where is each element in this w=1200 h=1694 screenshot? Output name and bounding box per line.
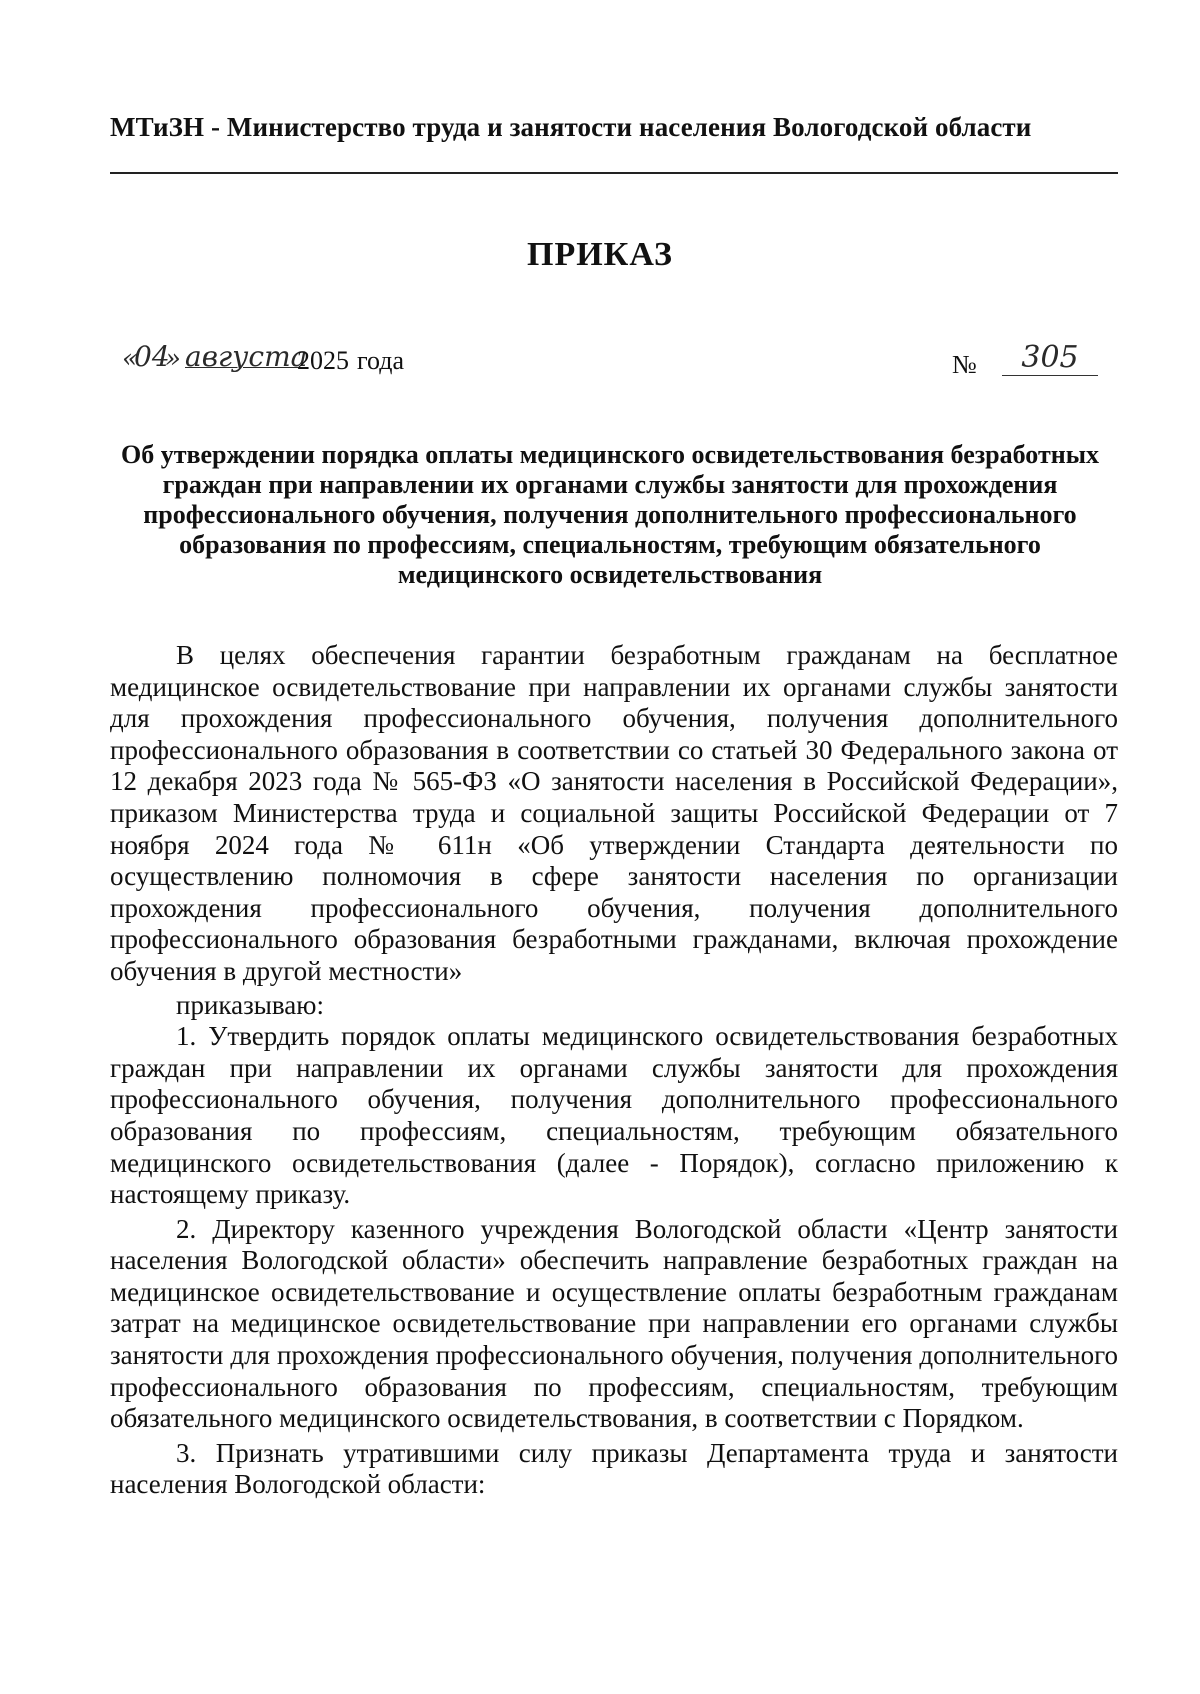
preamble-paragraph: В целях обеспечения гарантии безработным гражданам на бесплатное медицинское освидетельствование при направлении их органами службы занятости для прохождения профессионального обучения, получения дополнительного профессионального образования в соответствии со статьей 30 Федерального закона от 12 декабря 2023 года № 565-ФЗ «О занятости населения в Российской Федерации», приказом Министерства труда и социальной защиты Российской Федерации от 7 ноября 2024 года № 611н «Об утверждении Стандарта деятельности по осуществлению полномочия в сфере занятости населения по организации прохождения профессионального обучения, получения дополнительного профессионального образования безработными гражданами, включая прохождение обучения в другой местности» bbox=[110, 640, 1118, 986]
number-sign: № bbox=[952, 350, 977, 379]
date-close-quote: » bbox=[165, 344, 181, 374]
date-year-suffix: года bbox=[357, 346, 405, 375]
date-month-handwritten: августа bbox=[185, 340, 308, 373]
date-number-line bbox=[122, 340, 1079, 390]
date-year: 2025 bbox=[297, 346, 349, 375]
order-subject: Об утверждении порядка оплаты медицинского освидетельствования безработных граждан при направлении их органами службы занятости для прохождения профессионального обучения, получения дополнительного профессионального образования по профессиям, специальностям, требующим обязательного медицинского освидетельствования bbox=[120, 440, 1100, 589]
header-divider bbox=[110, 172, 1118, 174]
order-item-2: 2. Директору казенного учреждения Вологодской области «Центр занятости населения Вологодской области» обеспечить направление безработных граждан на медицинское освидетельствование и осуществление оплаты безработным гражданам затрат на медицинское освидетельствование при направлении его органами службы занятости для прохождения профессионального обучения, получения дополнительного профессионального образования по профессиям, специальностям, требующим обязательного медицинского освидетельствования, в соответствии с Порядком. bbox=[110, 1213, 1118, 1434]
document-number-handwritten: 305 bbox=[1002, 340, 1098, 376]
organization-header: МТиЗН - Министерство труда и занятости населения Вологодской области bbox=[110, 112, 1032, 142]
order-item-3: 3. Признать утратившими силу приказы Департамента труда и занятости населения Вологодской области: bbox=[110, 1437, 1118, 1500]
document-type-title: ПРИКАЗ bbox=[527, 236, 673, 273]
date-open-quote: « bbox=[122, 344, 138, 374]
date-day-handwritten: 04 bbox=[134, 340, 170, 373]
order-body bbox=[110, 640, 1118, 1501]
order-item-1: 1. Утвердить порядок оплаты медицинского освидетельствования безработных граждан при направлении их органами службы занятости для прохождения профессионального обучения, получения дополнительного профессионального образования по профессиям, специальностям, требующим обязательного медицинского освидетельствования (далее - Порядок), согласно приложению к настоящему приказу. bbox=[110, 1021, 1118, 1210]
order-word: приказываю: bbox=[176, 989, 324, 1020]
